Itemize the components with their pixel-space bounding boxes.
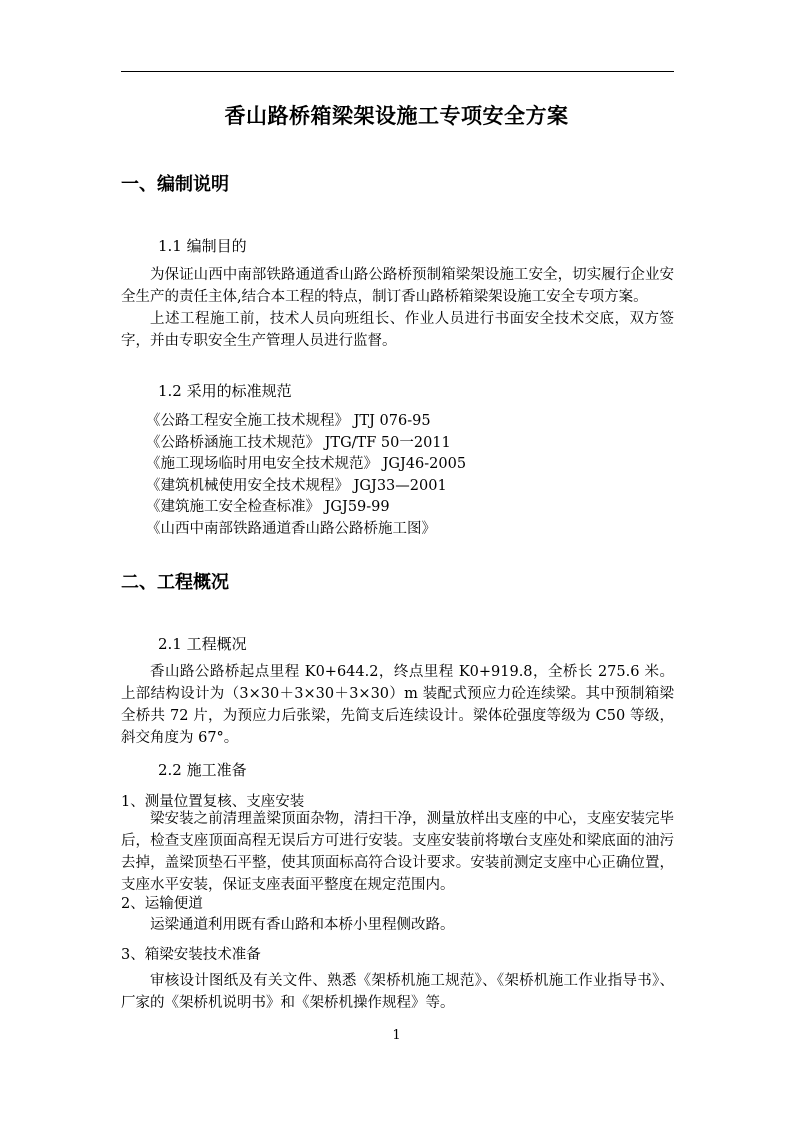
paragraph-survey-text: 梁安装之前清理盖梁顶面杂物，清扫干净，测量放样出支座的中心，支座安装完毕后，检查支座顶面高程无误后方可进行安装。支座安装前将墩台支座处和梁底面的油污去掉，盖梁顶垫石平整，使其顶面标高符合设计要求。安装前测定支座中心正确位置，支座水平安装，保证支座表面平整度在规定范围内。 xyxy=(121,811,674,893)
standard-item: 《建筑施工安全检查标准》 JGJ59-99 xyxy=(146,499,390,515)
item-3-heading: 3、箱梁安装技术准备 xyxy=(121,947,261,963)
paragraph-tech-prep-text: 审核设计图纸及有关文件、熟悉《架桥机施工规范》、《架桥机施工作业指导书》、厂家的《架桥机说明书》和《架桥机操作规程》等。 xyxy=(121,973,674,1011)
page-number: 1 xyxy=(392,1028,401,1043)
standard-item: 《山西中南部铁路通道香山路公路桥施工图》 xyxy=(146,520,436,537)
standards-list xyxy=(146,411,466,540)
paragraph-purpose-1: 为保证山西中南部铁路通道香山路公路桥预制箱梁架设施工安全，切实履行企业安全生产的责任主体,结合本工程的特点，制订香山路桥箱梁架设施工安全专项方案。 xyxy=(121,267,674,305)
standard-item: 《建筑机械使用安全技术规程》 JGJ33—2001 xyxy=(146,477,447,494)
paragraph-purpose-2: 上述工程施工前，技术人员向班组长、作业人员进行书面安全技术交底，双方签字，并由专职安全生产管理人员进行监督。 xyxy=(121,311,674,349)
paragraph-survey xyxy=(121,808,674,896)
paragraph-overview xyxy=(121,661,674,749)
standard-item: 《公路桥涵施工技术规范》 JTG/TF 50一2011 xyxy=(146,434,451,451)
subsection-2-1-heading: 2.1 工程概况 xyxy=(158,635,247,653)
section-1-heading: 一、编制说明 xyxy=(121,174,229,195)
subsection-1-2-heading: 1.2 采用的标准规范 xyxy=(158,382,292,400)
standard-item: 《施工现场临时用电安全技术规范》 JGJ46-2005 xyxy=(146,456,467,472)
subsection-2-2-heading: 2.2 施工准备 xyxy=(158,761,247,779)
item-2-heading: 2、运输便道 xyxy=(121,896,203,912)
paragraph-road-text: 运梁通道利用既有香山路和本桥小里程侧改路。 xyxy=(150,917,455,933)
paragraph-tech-prep xyxy=(121,970,674,1014)
item-1-heading: 1、测量位置复核、支座安装 xyxy=(121,794,305,810)
document-title: 香山路桥箱梁架设施工专项安全方案 xyxy=(224,103,569,128)
section-2-heading: 二、工程概况 xyxy=(121,572,229,593)
standard-item: 《公路工程安全施工技术规程》 JTJ 076-95 xyxy=(146,413,431,429)
paragraph-purpose xyxy=(121,264,674,352)
subsection-1-1-heading: 1.1 编制目的 xyxy=(158,237,247,255)
paragraph-overview-text: 香山路公路桥起点里程 K0+644.2，终点里程 K0+919.8，全桥长 275.6 米。上部结构设计为（3×30＋3×30＋3×30）m 装配式预应力砼连续梁。其中预制箱梁全桥共 72 片，为预应力后张梁，先简支后连续设计。梁体砼强度等级为 C50 等级，斜交角度为 67°。 xyxy=(121,664,674,746)
header-rule xyxy=(121,71,674,72)
